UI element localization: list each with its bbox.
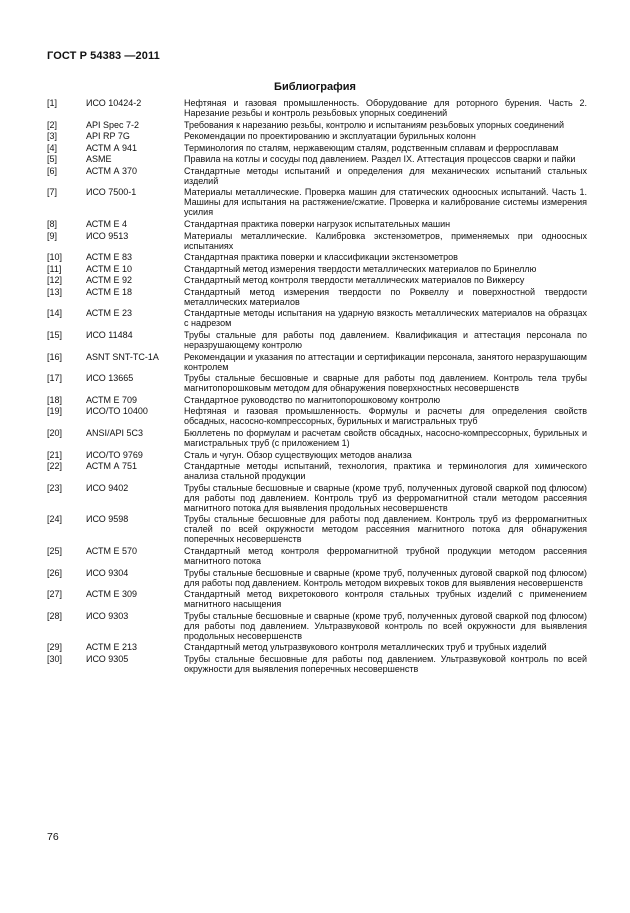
standard-code: ИСО 9305 bbox=[86, 653, 129, 664]
bibliography-entry bbox=[47, 428, 587, 448]
reference-number: [23] bbox=[47, 482, 63, 493]
reference-number: [6] bbox=[47, 165, 58, 176]
reference-number: [7] bbox=[47, 187, 58, 198]
standard-code: ИСО 10424-2 bbox=[86, 98, 142, 108]
reference-number: [29] bbox=[47, 642, 63, 653]
reference-number: [25] bbox=[47, 545, 63, 556]
page-number: 76 bbox=[47, 831, 59, 843]
reference-title: Трубы стальные бесшовные и сварные (кроме труб, полученных дуговой сваркой под флюсом) для работы под давлением. Контроль методом вихревых токов для выявления несовершенств bbox=[184, 567, 587, 588]
standard-code: ИСО 13665 bbox=[86, 373, 134, 384]
reference-title: Трубы стальные бесшовные для работы под давлением. Контроль труб из ферромагнитных сталей по всей окружности методом рассеяния магнитного потока для обнаружения поперечных несовершенств bbox=[184, 514, 587, 545]
reference-title: Стандартное руководство по магнитопорошковому контролю bbox=[184, 394, 441, 405]
bibliography-entry bbox=[47, 568, 587, 588]
reference-title: Стандартные методы испытания на ударную вязкость металлических материалов на образцах с надрезом bbox=[184, 308, 587, 329]
bibliography-entry bbox=[47, 450, 587, 460]
bibliography-entry bbox=[47, 166, 587, 186]
reference-title: Стандартный метод контроля твердости металлических материалов по Виккерсу bbox=[184, 275, 525, 286]
reference-number: [2] bbox=[47, 119, 58, 130]
bibliography-entry bbox=[47, 611, 587, 641]
bibliography-list bbox=[47, 98, 587, 675]
standard-code: АСТМ Е 213 bbox=[86, 642, 138, 653]
reference-title: Стандартные методы испытаний, технология, практика и терминология для химического анализа стальной продукции bbox=[184, 461, 587, 482]
standard-code: ИСО 9303 bbox=[86, 610, 129, 621]
standard-code: АСТМ А 370 bbox=[86, 165, 138, 176]
bibliography-entry bbox=[47, 461, 587, 481]
reference-number: [21] bbox=[47, 449, 63, 460]
reference-title: Трубы стальные бесшовные и сварные для работы под давлением. Контроль тела трубы магнитопорошковым методом для обнаружения поверхностных несовершенств bbox=[184, 373, 587, 394]
reference-title: Требования к нарезанию резьбы, контролю и испытаниям резьбовых упорных соединений bbox=[184, 119, 564, 130]
reference-number: [22] bbox=[47, 461, 63, 472]
reference-number: [8] bbox=[47, 219, 58, 230]
standard-code: ИСО 11484 bbox=[86, 329, 133, 340]
standard-code: АСТМ А 941 bbox=[86, 142, 138, 153]
standard-code: АСТМ Е 309 bbox=[86, 589, 138, 600]
bibliography-entry bbox=[47, 120, 587, 130]
reference-title: Стандартный метод измерения твердости металлических материалов по Бринеллю bbox=[184, 263, 537, 274]
reference-title: Терминология по сталям, нержавеющим сталям, родственным сплавам и ферросплавам bbox=[184, 142, 559, 153]
standard-code: ANSI/API 5C3 bbox=[86, 427, 144, 438]
bibliography-entry bbox=[47, 264, 587, 274]
reference-number: [16] bbox=[47, 351, 63, 362]
bibliography-entry bbox=[47, 231, 587, 251]
reference-title: Стандартные методы испытаний и определения для механических испытаний стальных изделий bbox=[184, 165, 587, 186]
bibliography-entry bbox=[47, 589, 587, 609]
reference-number: [27] bbox=[47, 589, 63, 600]
reference-number: [19] bbox=[47, 406, 63, 417]
bibliography-entry bbox=[47, 275, 587, 285]
standard-code: АСТМ Е 92 bbox=[86, 275, 133, 286]
reference-title: Стандартная практика поверки нагрузок испытательных машин bbox=[184, 219, 451, 230]
standard-code: АСТМ А 751 bbox=[86, 461, 138, 472]
bibliography-entry bbox=[47, 219, 587, 229]
reference-title: Сталь и чугун. Обзор существующих методов анализа bbox=[184, 449, 412, 460]
bibliography-entry bbox=[47, 483, 587, 513]
reference-title: Рекомендации по проектированию и эксплуатации бурильных колонн bbox=[184, 131, 476, 142]
standard-code: ИСО 9402 bbox=[86, 482, 129, 493]
bibliography-entry bbox=[47, 642, 587, 652]
reference-number: [3] bbox=[47, 131, 58, 142]
bibliography-entry bbox=[47, 154, 587, 164]
reference-number: [30] bbox=[47, 653, 63, 664]
reference-number: [4] bbox=[47, 142, 58, 153]
standard-code: АСТМ Е 18 bbox=[86, 286, 133, 297]
standard-code: АСТМ Е 10 bbox=[86, 263, 133, 274]
standard-code: ИСО 9598 bbox=[86, 514, 129, 525]
reference-title: Материалы металлические. Калибровка экстензометров, применяемых при одноосных испытаниях bbox=[184, 230, 587, 251]
reference-title: Стандартный метод ультразвукового контроля металлических труб и трубных изделий bbox=[184, 642, 547, 653]
reference-number: [26] bbox=[47, 567, 63, 578]
reference-number: [9] bbox=[47, 230, 58, 241]
standard-code: АСТМ Е 23 bbox=[86, 308, 133, 319]
reference-number: [15] bbox=[47, 329, 63, 340]
reference-number: [10] bbox=[47, 252, 63, 263]
reference-title: Рекомендации и указания по аттестации и сертификации персонала, занятого неразрушающим контролем bbox=[184, 351, 587, 372]
reference-title: Материалы металлические. Проверка машин для статических одноосных испытаний. Часть 1. Машины для испытания на растяжение/сжатие. Проверка и калибрование системы измерения усилия bbox=[184, 187, 587, 218]
bibliography-entry bbox=[47, 98, 587, 118]
reference-title: Стандартный метод вихретокового контроля стальных трубных изделий с применением магнитного насыщения bbox=[184, 589, 587, 610]
standard-code: АСТМ Е 4 bbox=[86, 219, 128, 230]
bibliography-entry bbox=[47, 308, 587, 328]
standard-code: АСТМ Е 570 bbox=[86, 545, 138, 556]
standard-code: API Spec 7-2 bbox=[86, 119, 140, 130]
reference-title: Нефтяная и газовая промышленность. Оборудование для роторного бурения. Часть 2. Нарезание резьбы и контроль резьбовых упорных соединений bbox=[184, 98, 587, 119]
reference-number: [20] bbox=[47, 427, 63, 438]
standard-code: ИСО/ТО 9769 bbox=[86, 449, 143, 460]
standard-code: API RP 7G bbox=[86, 131, 130, 142]
bibliography-title: Библиография bbox=[274, 81, 356, 93]
reference-number: [24] bbox=[47, 514, 63, 525]
standard-code: АСТМ Е 83 bbox=[86, 252, 133, 263]
reference-number: [12] bbox=[47, 275, 63, 286]
standard-designation: ГОСТ Р 54383 —2011 bbox=[47, 50, 160, 62]
bibliography-entry bbox=[47, 514, 587, 544]
standard-code: ИСО 9513 bbox=[86, 230, 129, 241]
bibliography-entry bbox=[47, 546, 587, 566]
bibliography-entry bbox=[47, 654, 587, 674]
bibliography-entry bbox=[47, 187, 587, 217]
reference-number: [14] bbox=[47, 308, 63, 319]
reference-number: [18] bbox=[47, 394, 63, 405]
reference-title: Нефтяная и газовая промышленность. Формулы и расчеты для определения свойств обсадных, насосно-компрессорных, бурильных и магистральных труб bbox=[184, 406, 587, 427]
standard-code: ASME bbox=[86, 154, 112, 165]
standard-code: ИСО/ТО 10400 bbox=[86, 406, 148, 417]
bibliography-entry bbox=[47, 406, 587, 426]
standard-code: ИСО 7500-1 bbox=[86, 187, 137, 198]
reference-title: Стандартный метод измерения твердости по Роквеллу и поверхностной твердости металлических материалов bbox=[184, 286, 587, 307]
bibliography-entry bbox=[47, 330, 587, 350]
reference-title: Трубы стальные для работы под давлением. Квалификация и аттестация персонала по неразрушающему контролю bbox=[184, 329, 587, 351]
reference-number: [5] bbox=[47, 154, 58, 165]
standard-code: ИСО 9304 bbox=[86, 567, 129, 578]
reference-title: Трубы стальные бесшовные и сварные (кроме труб, полученных дуговой сваркой под флюсом) для работы под давлением. Контроль труб из ферромагнитной стали методом рассеяния магнитного потока для выявления продольных несовершенств bbox=[184, 482, 587, 513]
standard-code: ASNT SNT-TC-1A bbox=[86, 351, 159, 362]
reference-number: [1] bbox=[47, 98, 58, 108]
reference-title: Стандартный метод контроля ферромагнитной трубной продукции методом рассеяния магнитного потока bbox=[184, 545, 587, 566]
bibliography-entry bbox=[47, 287, 587, 307]
reference-number: [13] bbox=[47, 286, 63, 297]
bibliography-entry bbox=[47, 252, 587, 262]
reference-title: Правила на котлы и сосуды под давлением. Раздел IX. Аттестация процессов сварки и пайки bbox=[184, 154, 576, 165]
reference-title: Трубы стальные бесшовные и сварные (кроме труб, полученных дуговой сваркой под флюсом) для работы под давлением. Ультразвуковой контроль по всей окружности для выявления продольных несовершенств bbox=[184, 610, 587, 641]
reference-number: [17] bbox=[47, 373, 63, 384]
reference-title: Трубы стальные бесшовные для работы под давлением. Ультразвуковой контроль по всей окружности для выявления поперечных несовершенств bbox=[184, 653, 587, 674]
bibliography-entry bbox=[47, 395, 587, 405]
reference-title: Бюллетень по формулам и расчетам свойств обсадных, насосно-компрессорных, бурильных и магистральных труб (с приложением 1) bbox=[184, 427, 587, 448]
standard-code: АСТМ Е 709 bbox=[86, 394, 138, 405]
reference-title: Стандартная практика поверки и классификации экстензометров bbox=[184, 252, 458, 263]
reference-number: [11] bbox=[47, 263, 62, 274]
reference-number: [28] bbox=[47, 610, 63, 621]
bibliography-entry bbox=[47, 373, 587, 393]
bibliography-entry bbox=[47, 352, 587, 372]
bibliography-entry bbox=[47, 131, 587, 141]
bibliography-entry bbox=[47, 143, 587, 153]
